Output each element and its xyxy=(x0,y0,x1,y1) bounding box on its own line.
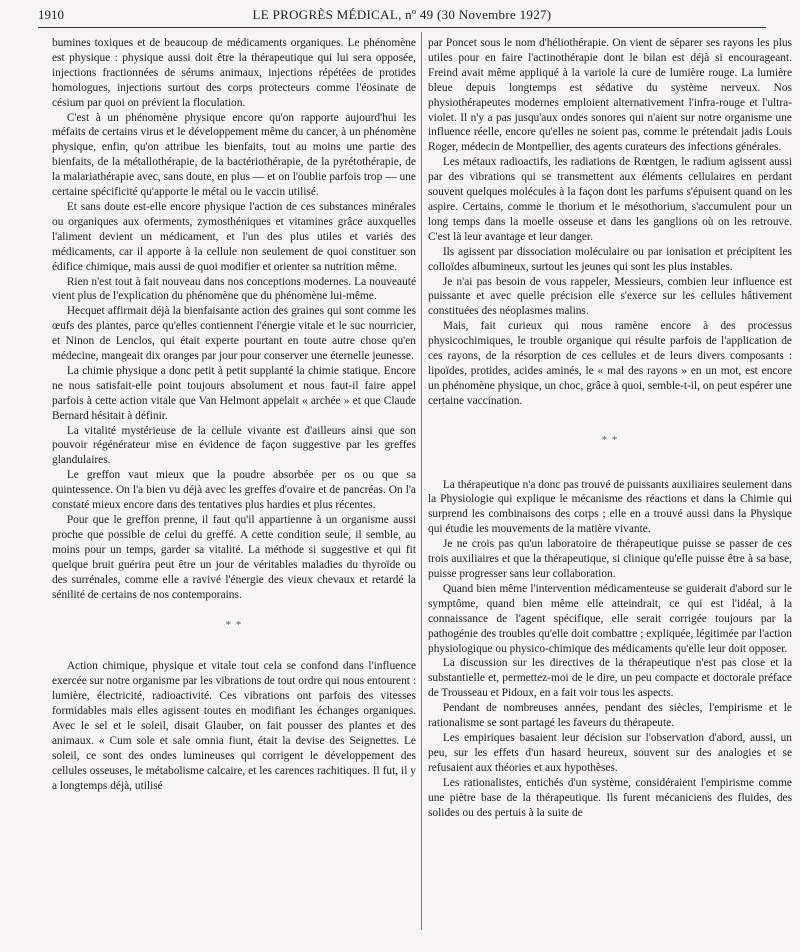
column-divider xyxy=(421,32,422,930)
paragraph: Les empiriques basaient leur décision sur l'observation d'abord, aussi, un peu, sur les effets d'un hasard heureux, souvent sur des analogies et se refusaient aux théories et aux hypothèses. xyxy=(428,731,792,774)
paragraph: Les métaux radioactifs, les radiations de Rœntgen, le radium agissent aussi par des vibrations qui se transmettent aux éléments cellulaires en perdant souvent quelques molécules à la façon dont les parfums s'épuisent quand on les aspire. Certains, comme le thorium et le mésothorium, s'accumulent pour un long temps dans la moelle osseuse et dans les ganglions où on les retrouve. C'est là leur avantage et leur danger. xyxy=(428,156,792,243)
paragraph: Hecquet affirmait déjà la bienfaisante action des graines qui sont comme les œufs des plantes, parce qu'elles contiennent l'énergie vitale et le suc nourricier, et Ninon de Lenclos, qui était experte pourtant en toute autre chose qu'en médecine, mangeait dix oranges par jour pour conserver une éternelle jeunesse. xyxy=(52,305,416,363)
paragraph: Je n'ai pas besoin de vous rappeler, Messieurs, combien leur influence est puissante et avec quelle précision elle s'exerce sur les cellules hâtivement constituées des néoplasmes malins. xyxy=(428,275,792,318)
paragraph: Quand bien même l'intervention médicamenteuse se guiderait d'abord sur le symptôme, quand bien même elle atteindrait, ce qui est l'idéal, à la connaissance de l'agent spécifique, elle serait corrigée toujours par la pathogénie des troubles qu'elle doit combattre ; expliquée, légitimée par l'action physiologique ou physico-chimique des médicaments qu'elle leur doit opposer. xyxy=(428,582,792,655)
right-column xyxy=(428,36,792,820)
paragraph: par Poncet sous le nom d'héliothérapie. On vient de séparer ses rayons les plus utiles pour en faire l'actinothérapie dont le bilan est déjà si encourageant. Freind avait même appliqué à la variole la cure de lumière rouge. La lumière bleue depuis longtemps est sédative du système nerveux. Nos physiothérapeutes modernes emploient alternativement l'infra-rouge et l'ultra-violet. Il n'y a pas jusqu'aux ondes sonores qui n'aient sur notre organisme une influence réelle, encore qu'elles ne soient pas, comme le prétendait jadis Louis Roger, médecin de Montpellier, des agents curateurs des infections générales. xyxy=(428,37,792,154)
paragraph: Ils agissent par dissociation moléculaire ou par ionisation et précipitent les colloïdes albumineux, surtout les jeunes qui sont les plus instables. xyxy=(428,245,792,273)
paragraph: Mais, fait curieux qui nous ramène encore à des processus physicochimiques, le trouble organique qui résulte parfois de l'application de ces rayons, de la résorption de ces cellules et de leurs divers composants : lipoïdes, protides, acides aminés, le « mal des rayons » en un mot, est encore un phénomène physique, un choc, grâce à quoi, semble-t-il, on peut espérer une certaine vaccination. xyxy=(428,320,792,407)
paragraph: Pour que le greffon prenne, il faut qu'il appartienne à un organisme aussi proche que possible de celui du greffé. A cette condition seule, il semble, au moins pour un temps, garder sa vitalité. La méthode si suggestive et qui fit quelque bruit guérira peut être un jour de véritables maladies du thyroïde ou des surrénales, comme elle a ravivé l'énergie des vieux chevaux et retardé la sénilité de certains de nos contemporains. xyxy=(52,514,416,601)
paragraph: Les rationalistes, entichés d'un système, considéraient l'empirisme comme une piètre base de la thérapeutique. Ils furent mécaniciens des fluides, des solides ou des pertuis à la suite de xyxy=(428,776,792,819)
paragraph: Je ne crois pas qu'un laboratoire de thérapeutique puisse se passer de ces trois auxiliaires et que la thérapeutique, si clinique qu'elle puisse être à sa base, puisse progresser sans leur collaboration. xyxy=(428,538,792,580)
section-separator: * * xyxy=(601,433,619,446)
running-title: LE PROGRÈS MÉDICAL, nº 49 (30 Novembre 1927) xyxy=(252,7,552,22)
paragraph: Pendant de nombreuses années, pendant des siècles, l'empirisme et le rationalisme se sont partagé les faveurs du thérapeute. xyxy=(428,702,792,730)
paragraph: C'est à un phénomène physique encore qu'on rapporte aujourd'hui les méfaits de certains virus et le développement même du cancer, à un phénomène physique, enfin, qu'on attribue les bienfaits, tout au moins une partie des bienfaits, de la métallothérapie, de la bactériothérapie, de la pyrétothérapie, de la malariathérapie avec, sans doute, en plus — et on l'oublie parfois trop — une certaine spécificité qu'apporte le métal ou le vaccin utilisé. xyxy=(52,111,416,199)
section-separator: * * xyxy=(225,619,243,632)
paragraph: La chimie physique a donc petit à petit supplanté la chimie statique. Encore ne nous satisfait-elle point toujours absolument et nous faut-il faire appel parfois à cette action vitale que Van Helmont appelait « archée » et que Claude Bernard hésitait à définir. xyxy=(52,364,416,422)
paragraph: Le greffon vaut mieux que la poudre absorbée per os ou que sa quintessence. On l'a bien vu déjà avec les greffes d'ovaire et de pancréas. On l'a constaté mieux encore dans des tentatives plus hardies et plus récentes. xyxy=(52,469,416,512)
paragraph: La vitalité mystérieuse de la cellule vivante est d'ailleurs ainsi que son pouvoir régénérateur mise en évidence de façon suggestive par les greffes glandulaires. xyxy=(52,424,416,467)
paragraph: Et sans doute est-elle encore physique l'action de ces substances minérales ou organiques aux oferments, zymosthéniques et vitamines grâce auxquelles l'aliment devient un médicament, et l'un des plus utiles et variés des médicaments, car il apporte à la cellule non seulement de quoi constituer son édifice chimique, mais aussi de quoi modifier et orienter sa nutrition même. xyxy=(52,200,416,273)
paragraph: Action chimique, physique et vitale tout cela se confond dans l'influence exercée sur notre organisme par les vibrations de tout ordre qui nous entourent : lumière, électricité, radioactivité. Ces vibrations ont parfois des vitesses formidables mais elles agissent toutes en modifiant les échanges organiques. Avec le sel et le soleil, disait Glauber, on fait pousser des plantes et des animaux. « Cum sole et sale omnia fiunt, était la devise des Seignettes. Le soleil, ce sont des ondes lumineuses qui corrigent le développement des cellules osseuses, le métabolisme calcaire, et les carences rachitiques. Il fut, il y a longtemps déjà, utilisé xyxy=(52,660,416,792)
paragraph: La discussion sur les directives de la thérapeutique n'est pas close et la substantielle et, permettez-moi de le dire, un peu compacte et doctorale préface de Trousseau et Pidoux, en a fait voir tous les aspects. xyxy=(428,657,792,700)
paragraph: bumines toxiques et de beaucoup de médicaments organiques. Le phénomène est physique : physique aussi doit être la thérapeutique qui lui sera opposée, injections fractionnées de sérums animaux, injections répétées de protides homologues, injections surtout des corps protecteurs comme l'éosinate de césium par quoi on prévient la floculation. xyxy=(52,37,416,109)
page-header xyxy=(38,4,766,26)
paragraph: Rien n'est tout à fait nouveau dans nos conceptions modernes. La nouveauté vient plus de l'explication du phénomène que du phénomène lui-même. xyxy=(52,275,416,303)
page-number: 1910 xyxy=(38,7,64,22)
header-rule xyxy=(38,27,766,28)
left-column xyxy=(52,36,416,794)
paragraph: La thérapeutique n'a donc pas trouvé de puissants auxiliaires seulement dans la Physiologie qui explique le mécanisme des réactions et dans la Chimie qui surprend les combinaisons des corps ; elle en a trouvé aussi dans la Physique qui étudie les mouvements de la matière vivante. xyxy=(428,478,792,536)
